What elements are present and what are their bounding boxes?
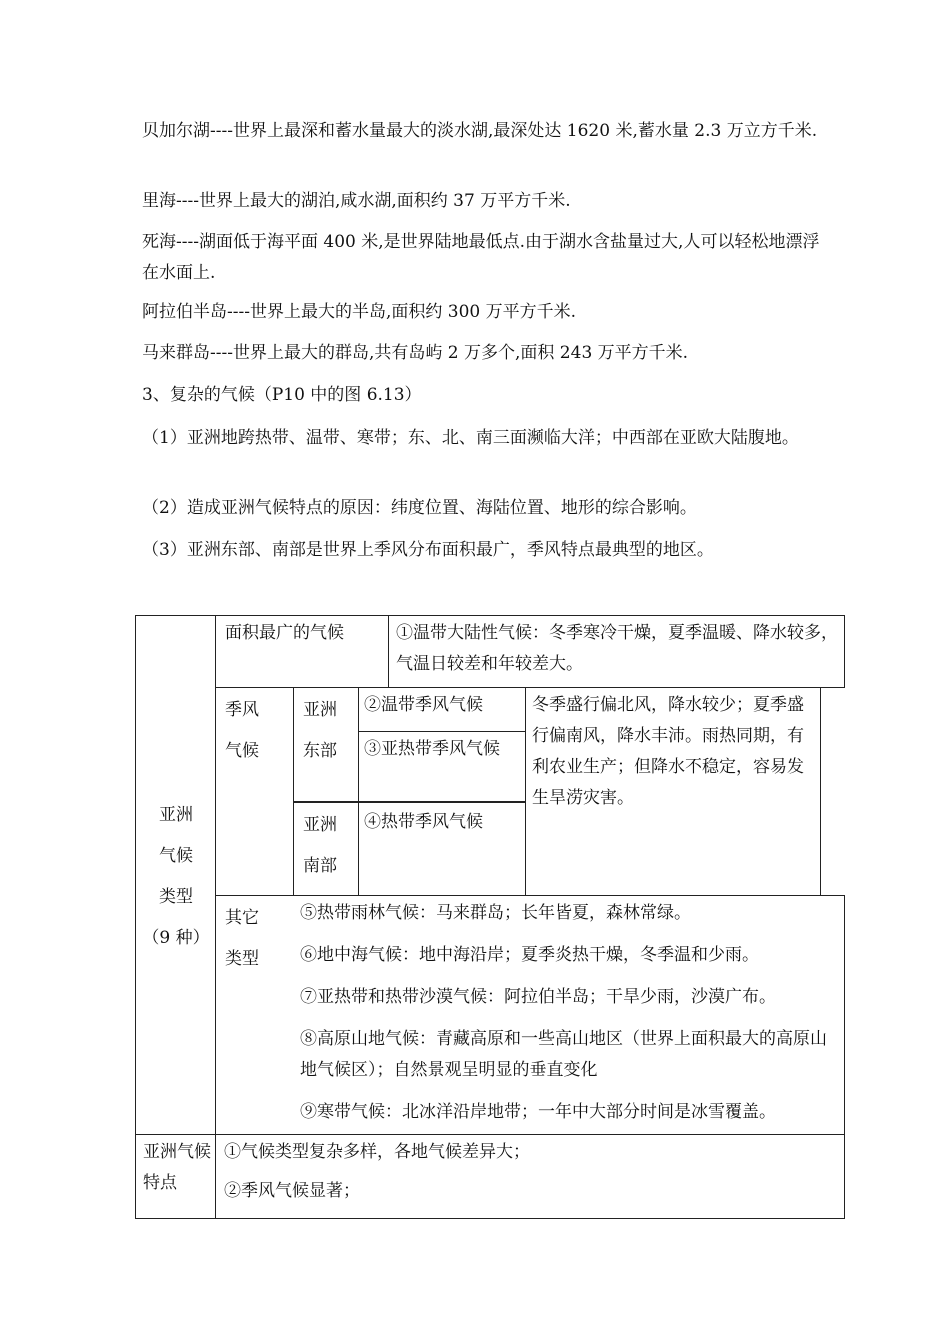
table-right-border [844,895,845,1219]
label-line: 气候 [225,741,259,761]
column-divider [525,687,526,895]
row-divider [358,731,526,732]
tropical-monsoon: ④热带季风气候 [364,812,483,832]
header-line: （9 种） [142,928,210,948]
header-line: 气候 [159,846,193,866]
paragraph-malay: 马来群岛----世界上最大的群岛,共有岛屿 2 万多个,面积 243 万平方千米. [142,343,689,363]
features-label: 亚洲气候特点 [143,1142,211,1193]
label-line: 南部 [303,856,337,876]
subtropical-monsoon: ③亚热带季风气候 [364,739,500,759]
column-divider [215,615,216,1219]
south-asia-label [303,805,355,887]
list-item: ①气候类型复杂多样，各地气候差异大； [224,1142,530,1162]
paragraph-baikal: 贝加尔湖----世界上最深和蓄水量最大的淡水湖,最深处达 1620 米,蓄水量 2.3 万立方千米. [142,121,818,141]
table-right-border [844,615,845,687]
column-divider [358,687,359,895]
row-divider [135,1134,845,1135]
label-line: 亚洲 [303,815,337,835]
monsoon-description: 冬季盛行偏北风，降水较少；夏季盛行偏南风，降水丰沛。雨热同期，有利农业生产；但降水不稳定，容易发生旱涝灾害。 [532,695,804,808]
row-divider [215,895,845,896]
paragraph-arabian: 阿拉伯半岛----世界上最大的半岛,面积约 300 万平方千米. [142,302,577,322]
paragraph-point-3: （3）亚洲东部、南部是世界上季风分布面积最广，季风特点最典型的地区。 [142,540,714,560]
paragraph-point-2: （2）造成亚洲气候特点的原因：纬度位置、海陆位置、地形的综合影响。 [142,498,697,518]
list-item: ⑥地中海气候：地中海沿岸；夏季炎热干燥，冬季温和少雨。 [300,945,759,965]
row-divider [215,687,845,688]
label-line: 类型 [225,949,259,969]
header-line: 亚洲 [159,805,193,825]
list-item: ⑧高原山地气候：青藏高原和一些高山地区（世界上面积最大的高原山地气候区）；自然景观呈明显的垂直变化 [300,1029,827,1080]
column-divider [388,615,389,687]
monsoon-climate-label [225,690,290,772]
list-item: ②季风气候显著； [224,1181,360,1201]
list-item: ⑨寒带气候：北冰洋沿岸地带；一年中大部分时间是冰雪覆盖。 [300,1102,776,1122]
paragraph-point-1: （1）亚洲地跨热带、温带、寒带；东、北、南三面濒临大洋；中西部在亚欧大陆腹地。 [142,428,799,448]
label-line: 亚洲 [303,700,337,720]
paragraph-dead-sea: 死海----湖面低于海平面 400 米,是世界陆地最低点.由于湖水含盐量过大,人可以轻松地漂浮在水面上. [142,232,820,283]
features-list [224,1137,834,1207]
paragraph-caspian: 里海----世界上最大的湖泊,咸水湖,面积约 37 万平方千米. [142,191,571,211]
list-item: ⑦亚热带和热带沙漠气候：阿拉伯半岛；干旱少雨，沙漠广布。 [300,987,776,1007]
largest-climate-text: ①温带大陆性气候：冬季寒冷干燥，夏季温暖、降水较多，气温日较差和年较差大。 [396,623,838,674]
label-line: 东部 [303,741,337,761]
table-bottom-border [135,1218,845,1219]
label-line: 季风 [225,700,259,720]
column-divider [293,687,294,895]
other-types-list [300,898,840,1128]
temperate-monsoon: ②温带季风气候 [364,695,483,715]
list-item: ⑤热带雨林气候：马来群岛；长年皆夏，森林常绿。 [300,903,691,923]
header-line: 类型 [159,887,193,907]
column-divider [820,687,821,895]
largest-climate-label: 面积最广的气候 [225,623,344,643]
table-left-border [135,615,136,1219]
other-types-label [225,898,290,980]
table-top-border [135,615,845,616]
label-line: 其它 [225,908,259,928]
section-heading: 3、复杂的气候（P10 中的图 6.13） [142,385,422,405]
asia-climate-types-header [137,795,215,959]
east-asia-label [303,690,355,772]
row-divider [293,801,526,803]
